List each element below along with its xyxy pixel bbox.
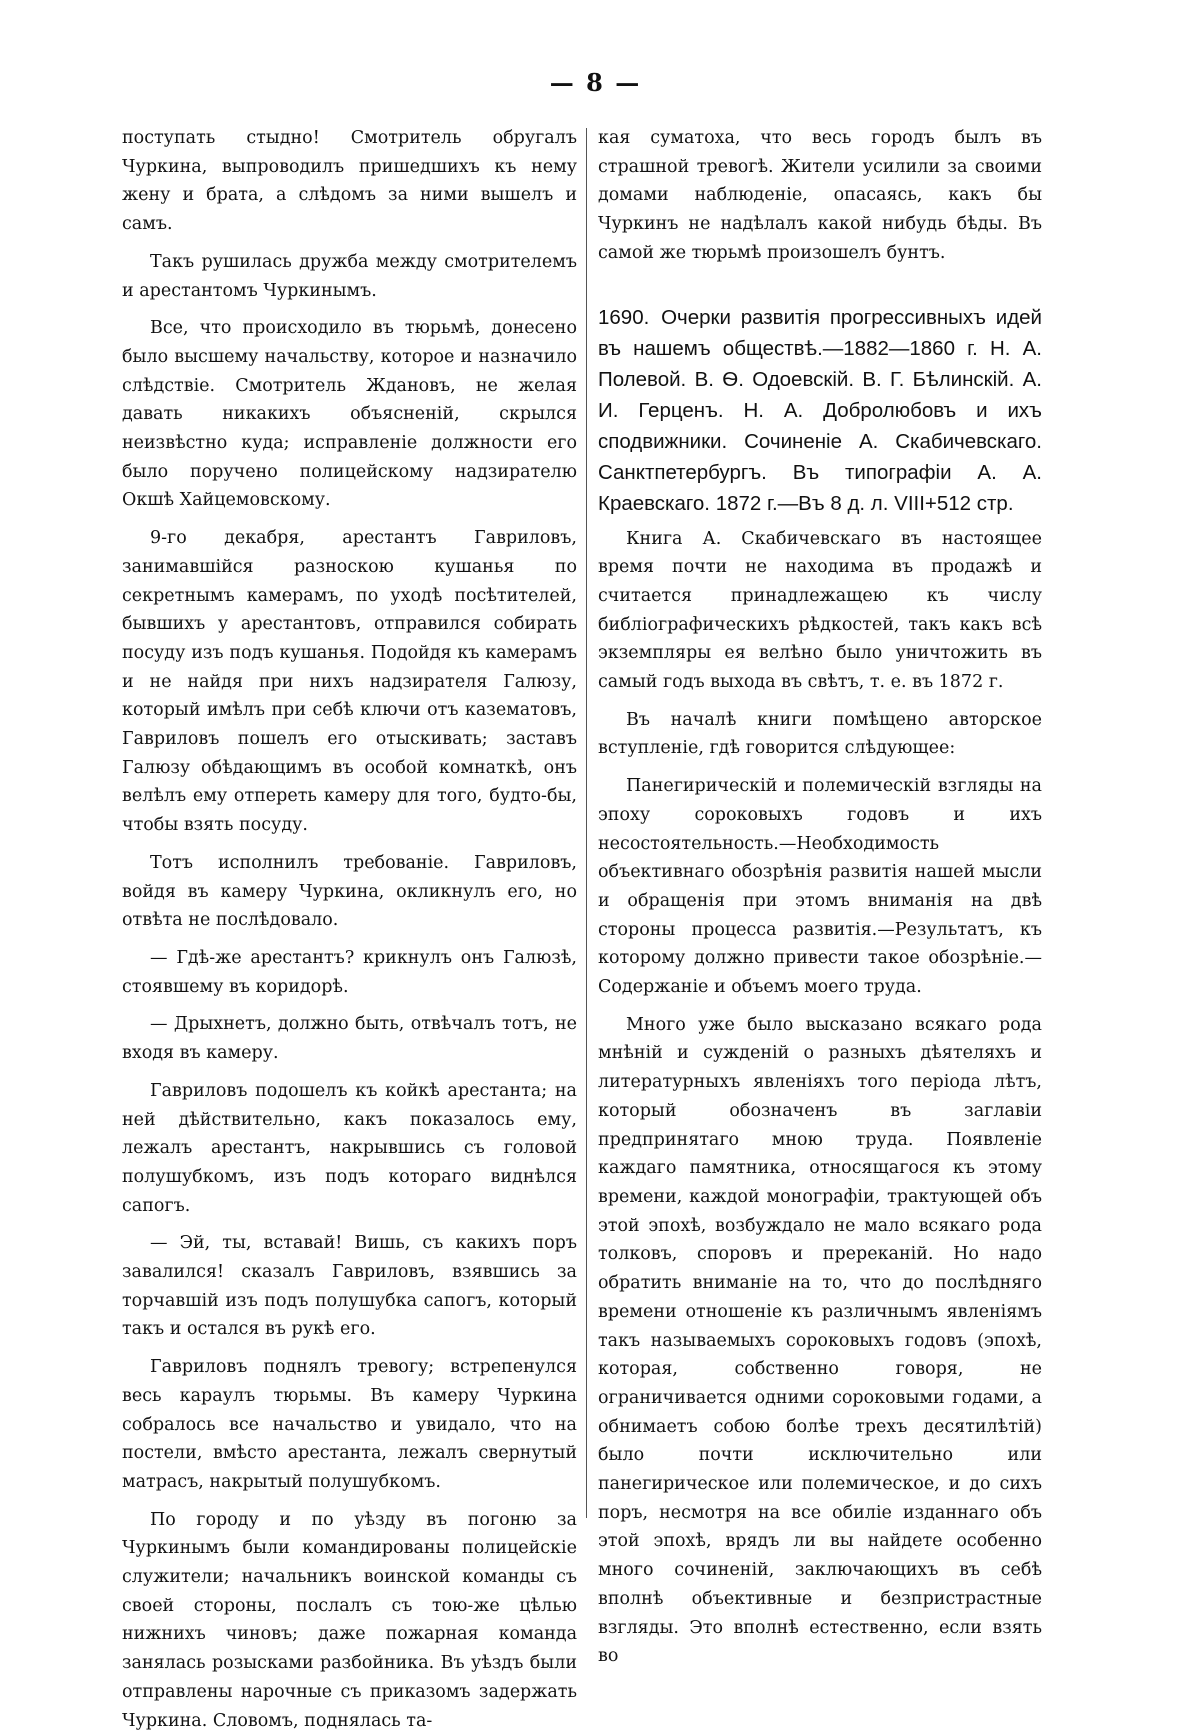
paragraph: Такъ рушилась дружба между смотрителемъ и арестантомъ Чуркинымъ. — [122, 251, 577, 301]
entry-number: 1690. — [598, 305, 650, 329]
paragraph: 9-го декабря, арестантъ Гавриловъ, занимавшійся разноскою кушанья по секретнымъ камерамъ, по уходѣ посѣтителей, бывшихъ у арестантовъ, отправился собирать посуду изъ подъ кушанья. Подойдя къ камерамъ и не найдя при нихъ надзирателя Галюзу, который имѣлъ при себѣ ключи отъ казематовъ, Гавриловъ пошелъ его отыскивать; заставъ Галюзу обѣдающимъ въ особой комнаткѣ, онъ велѣлъ ему отпереть камеру для того, будто-бы, чтобы взять посуду. — [122, 528, 577, 836]
paragraph: Много уже было высказано всякаго рода мнѣній и сужденій о разныхъ дѣятеляхъ и литературныхъ явленіяхъ того періода лѣтъ, который обозначенъ въ заглавіи предпринятаго мною труда. Появленіе каждаго памятника, относящагося къ этому времени, каждой монографіи, трактующей объ этой эпохѣ, возбуждало не мало всякаго рода толковъ, споровъ и пререканій. Но надо обратить вниманіе на то, что до послѣдняго времени отношеніе къ различнымъ явленіямъ такъ называемыхъ сороковыхъ годовъ (эпохѣ, которая, собственно говоря, не ограничивается одними сороковыми годами, а обнимаетъ собою болѣе трехъ десятилѣтій) было почти исключительно или панегирическое или полемическое, и до сихъ поръ, несмотря на все обиліе изданнаго объ этой эпохѣ, врядъ ли вы найдете особенно много сочиненій, заключающихъ въ себѣ вполнѣ объективные и безпристрастные взгляды. Это вполнѣ естественно, если взять во — [598, 1014, 1042, 1667]
entry-title: Очерки развитія прогрессивныхъ идей въ нашемъ обществѣ.—1882—1860 г. Н. А. Полевой. В. Ѳ. Одоевскій. В. Г. Бѣлинскій. А. И. Герценъ. Н. А. Добролюбовъ и ихъ сподвижники. Сочиненіе А. Скабичевскаго. Санктпетербургъ. Въ типографіи А. А. Краевскаго. 1872 г.—Въ 8 д. л. VIII+512 стр. — [598, 305, 1043, 515]
paragraph: Гавриловъ поднялъ тревогу; встрепенулся весь караулъ тюрьмы. Въ камеру Чуркина собралось все начальство и увидало, что на постели, вмѣсто арестанта, лежалъ свернутый матрасъ, накрытый полушубкомъ. — [122, 1357, 577, 1492]
paragraph: Все, что происходило въ тюрьмѣ, донесено было высшему начальству, которое и назначило слѣдствіе. Смотритель Ждановъ, не желая давать никакихъ объясненій, скрылся неизвѣстно куда; исправленіе должности его было поручено полицейскому надзирателю Окшѣ Хайцемовскому. — [122, 318, 577, 511]
dialogue-line: — Гдѣ-же арестантъ? крикнулъ онъ Галюзѣ, стоявшему въ коридорѣ. — [122, 947, 577, 997]
paragraph: Книга А. Скабичевскаго въ настоящее время почти не находима въ продажѣ и считается принадлежащею къ числу библіографическихъ рѣдкостей, такъ какъ всѣ экземпляры ея велѣно было уничтожить въ самый годъ выхода въ свѣтъ, т. е. въ 1872 г. — [598, 528, 1042, 693]
paragraph: По городу и по уѣзду въ погоню за Чуркинымъ были командированы полицейскіе служители; начальникъ воинской команды съ своей стороны, послалъ съ тою-же цѣлью нижнихъ чиновъ; даже пожарная команда занялась розысками разбойника. Въ уѣздъ были отправлены нарочные съ приказомъ задержать Чуркина. Словомъ, поднялась та- — [122, 1509, 577, 1731]
page-number: — 8 — — [549, 68, 642, 97]
right-column — [598, 124, 1043, 1667]
bibliography-entry-heading — [598, 302, 1042, 519]
left-column — [122, 124, 577, 1731]
dialogue-line: — Дрыхнетъ, должно быть, отвѣчалъ тотъ, не входя въ камеру. — [122, 1014, 577, 1064]
paragraph: кая суматоха, что весь городъ былъ въ страшной тревогѣ. Жители усилили за своими домами наблюденіе, опасаясь, какъ бы Чуркинъ не надѣлалъ какой нибудь бѣды. Въ самой же тюрьмѣ произошелъ бунтъ. — [598, 128, 1042, 263]
paragraph: поступать стыдно! Смотритель обругалъ Чуркина, выпроводилъ пришедшихъ къ нему жену и брата, а слѣдомъ за ними вышелъ и самъ. — [122, 128, 577, 235]
paragraph: Въ началѣ книги помѣщено авторское вступленіе, гдѣ говорится слѣдующее: — [598, 709, 1042, 759]
dialogue-line: — Эй, ты, вставай! Вишь, съ какихъ поръ завалился! сказалъ Гавриловъ, взявшись за торчавшій изъ подъ полушубка сапогъ, который такъ и остался въ рукѣ его. — [122, 1233, 577, 1340]
paragraph: Тотъ исполнилъ требованіе. Гавриловъ, войдя въ камеру Чуркина, окликнулъ его, но отвѣта не послѣдовало. — [122, 852, 577, 931]
quoted-contents: Панегирическій и полемическій взгляды на эпоху сороковыхъ годовъ и ихъ несостоятельность.—Необходимость объективнаго обозрѣнія развитія нашей мысли и обращенія при этомъ вниманія на двѣ стороны процесса развитія.—Результатъ, къ которому должно привести такое обозрѣніе.—Содержаніе и объемъ моего труда. — [598, 776, 1042, 998]
paragraph: Гавриловъ подошелъ къ койкѣ арестанта; на ней дѣйствительно, какъ показалось ему, лежалъ арестантъ, накрывшись съ головой полушубкомъ, изъ подъ котораго виднѣлся сапогъ. — [122, 1080, 577, 1216]
column-divider — [586, 128, 587, 1518]
